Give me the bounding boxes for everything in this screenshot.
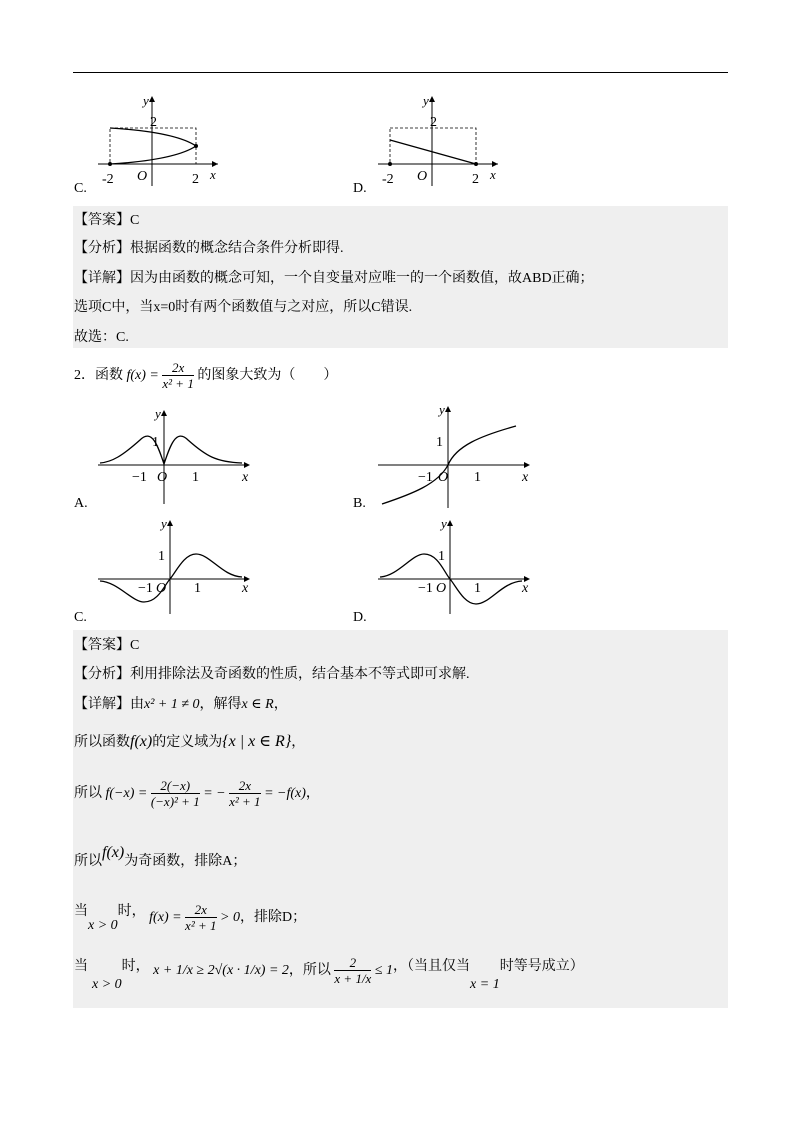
q2-option-b-label: B. — [353, 496, 366, 511]
tick-m1: −1 — [138, 581, 153, 596]
q2-graph-d — [372, 516, 534, 616]
q1-graph-c — [90, 92, 230, 188]
axis-x-label: x — [242, 470, 249, 485]
tick-1x: 1 — [474, 581, 481, 596]
axis-x-label: x — [522, 470, 529, 485]
tick-1: 1 — [158, 549, 165, 564]
origin-label: O — [417, 169, 428, 184]
tick-1x: 1 — [474, 470, 481, 485]
q2-graph-c — [92, 516, 254, 616]
axis-x-label: x — [490, 167, 496, 182]
detail-end: ， — [273, 697, 288, 712]
q2-stem-func: f(x) = — [126, 368, 159, 383]
domain-set: {x | x ∈ R} — [222, 733, 292, 750]
numerator: 2x — [229, 778, 260, 794]
denominator: x² + 1 — [229, 794, 261, 810]
q2-odd-conclusion — [74, 844, 247, 871]
tick-y2: 2 — [150, 115, 157, 130]
pos-func: f(x) = — [149, 910, 182, 925]
pos-gt: > 0 — [220, 910, 240, 925]
odd-frac-1 — [151, 778, 200, 809]
q2-detail-line-1 — [74, 696, 288, 714]
q1-option-c-label: C. — [74, 181, 87, 196]
detail-math: x² + 1 ≠ 0 — [144, 697, 200, 712]
odd2-prefix: 所以 — [74, 854, 102, 869]
tick-x2: 2 — [472, 172, 479, 187]
denominator: x² + 1 — [185, 918, 217, 934]
tick-1x: 1 — [192, 470, 199, 485]
odd-lhs: f(−x) = — [105, 786, 148, 801]
axis-y-label: y — [423, 93, 429, 108]
q2-answer: 【答案】C — [74, 638, 140, 653]
domain-mid: 的定义域为 — [152, 735, 223, 750]
axis-y-label: y — [155, 406, 161, 421]
origin-label: O — [157, 470, 168, 485]
q1-option-d-label: D. — [353, 181, 367, 196]
q2-stem-prefix: 2．函数 — [74, 368, 123, 383]
ineq-prefix: 当 — [74, 959, 88, 974]
tick-1x: 1 — [194, 581, 201, 596]
origin-label: O — [156, 581, 167, 596]
axis-y-label: y — [441, 516, 447, 531]
tick-xm2: -2 — [382, 172, 394, 187]
origin-label: O — [438, 470, 449, 485]
detail-text: ，解得 — [199, 697, 242, 712]
q2-graph-b — [372, 402, 534, 512]
axis-y-label: y — [161, 516, 167, 531]
q2-analysis: 【分析】利用排除法及奇函数的性质，结合基本不等式即可求解. — [74, 667, 470, 682]
numerator: 2x — [185, 902, 216, 918]
tick-m1: −1 — [132, 470, 147, 485]
q2-graph-a — [92, 406, 254, 506]
pos-end: ，排除D； — [239, 910, 307, 925]
domain-end: ， — [291, 735, 306, 750]
domain-func: f(x) — [130, 733, 153, 750]
q2-inequality-line — [74, 946, 584, 996]
tick-1: 1 — [436, 435, 443, 450]
tick-m1: −1 — [418, 581, 433, 596]
q1-analysis: 【分析】根据函数的概念结合条件分析即得. — [74, 241, 344, 256]
origin-label: O — [137, 169, 148, 184]
odd-mid: = − — [203, 786, 226, 801]
numerator: 2x — [162, 360, 193, 376]
pos-frac — [185, 902, 216, 933]
origin-label: O — [436, 581, 447, 596]
ineq-mid: 时， — [121, 959, 150, 974]
odd-frac-2 — [229, 778, 260, 809]
pos-mid: 时， — [117, 904, 146, 919]
ineq-close: 时等号成立） — [499, 959, 584, 974]
ineq-eq: x = 1 — [470, 977, 500, 992]
ineq-expr: x + 1/x ≥ 2√(x · 1/x) = 2 — [153, 963, 289, 978]
q2-option-d-label: D. — [353, 610, 367, 625]
domain-prefix: 所以函数 — [74, 735, 130, 750]
odd-end: ， — [305, 786, 320, 801]
odd-prefix: 所以 — [74, 786, 102, 801]
odd2-func: f(x) — [102, 844, 125, 861]
q1-detail: 【详解】因为由函数的概念可知，一个自变量对应唯一的一个函数值，故ABD正确； — [74, 271, 594, 286]
q2-option-c-label: C. — [74, 610, 87, 625]
odd2-end: 为奇函数，排除A； — [124, 854, 247, 869]
q2-stem-fraction — [162, 360, 193, 391]
ineq-frac — [334, 955, 371, 986]
q2-positive-line — [74, 900, 306, 936]
q2-option-a-label: A. — [74, 496, 88, 511]
detail-prefix: 【详解】由 — [74, 697, 144, 712]
odd-rhs: = −f(x) — [264, 786, 306, 801]
ineq-le: ≤ 1 — [374, 963, 394, 978]
tick-1: 1 — [152, 435, 159, 450]
tick-x2: 2 — [192, 172, 199, 187]
q1-graph-d — [370, 92, 510, 188]
numerator: 2(−x) — [151, 778, 200, 794]
denominator: (−x)² + 1 — [150, 794, 200, 810]
detail-math-2: x ∈ R — [241, 697, 274, 712]
q1-answer: 【答案】C — [74, 213, 140, 228]
denominator: x² + 1 — [162, 376, 194, 392]
ineq-so: ，所以 — [288, 963, 331, 978]
ineq-cond: x > 0 — [92, 977, 122, 992]
axis-y-label: y — [143, 93, 149, 108]
tick-1: 1 — [438, 549, 445, 564]
axis-x-label: x — [242, 581, 249, 596]
tick-m1: −1 — [418, 470, 433, 485]
header-rule — [73, 72, 728, 73]
q2-domain-line — [74, 733, 305, 752]
q2-odd-line — [74, 774, 320, 814]
q1-detail-2: 选项C中，当x=0时有两个函数值与之对应，所以C错误. — [74, 300, 413, 315]
q2-stem — [74, 358, 337, 394]
pos-cond: x > 0 — [88, 918, 118, 933]
q2-stem-suffix: 的图象大致为（ ） — [197, 368, 338, 383]
numerator: 2 — [334, 955, 371, 971]
tick-xm2: -2 — [102, 172, 114, 187]
axis-y-label: y — [439, 402, 445, 417]
axis-x-label: x — [522, 581, 529, 596]
q1-choose: 故选：C. — [74, 330, 129, 345]
pos-prefix: 当 — [74, 904, 88, 919]
denominator: x + 1/x — [334, 971, 372, 987]
axis-x-label: x — [210, 167, 216, 182]
tick-y2: 2 — [430, 115, 437, 130]
ineq-paren: ，（当且仅当 — [393, 959, 471, 974]
